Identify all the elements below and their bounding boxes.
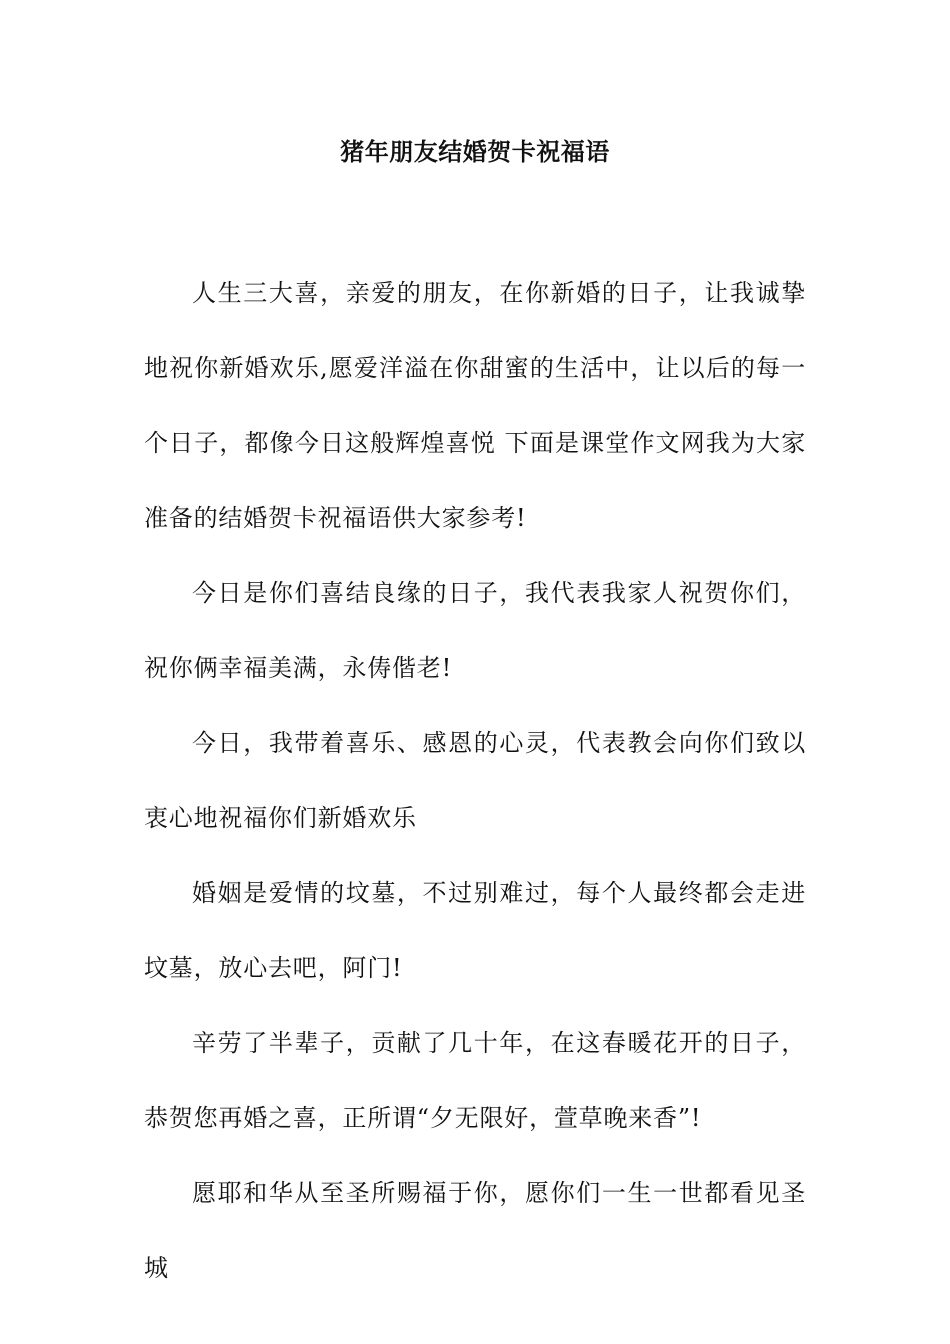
- paragraph: 今日，我带着喜乐、感恩的心灵，代表教会向你们致以衷心地祝福你们新婚欢乐: [144, 729, 806, 832]
- paragraph: 今日是你们喜结良缘的日子，我代表我家人祝贺你们，祝你俩幸福美满，永俦偕老!: [144, 579, 806, 682]
- paragraph: 辛劳了半辈子，贡献了几十年，在这春暖花开的日子，恭贺您再婚之喜，正所谓“夕无限好，萱草晚来香”!: [144, 1029, 806, 1132]
- paragraph: 愿耶和华从至圣所赐福于你，愿你们一生一世都看见圣城: [144, 1179, 806, 1282]
- document-title: 猪年朋友结婚贺卡祝福语: [340, 138, 610, 166]
- document-body: [144, 256, 806, 1306]
- paragraph: 婚姻是爱情的坟墓，不过别难过，每个人最终都会走进坟墓，放心去吧，阿门!: [144, 879, 806, 982]
- paragraph: 人生三大喜，亲爱的朋友，在你新婚的日子，让我诚挚地祝你新婚欢乐,愿爱洋溢在你甜蜜的生活中，让以后的每一个日子，都像今日这般辉煌喜悦 下面是课堂作文网我为大家准备的结婚贺卡祝福语供大家参考!: [144, 279, 806, 532]
